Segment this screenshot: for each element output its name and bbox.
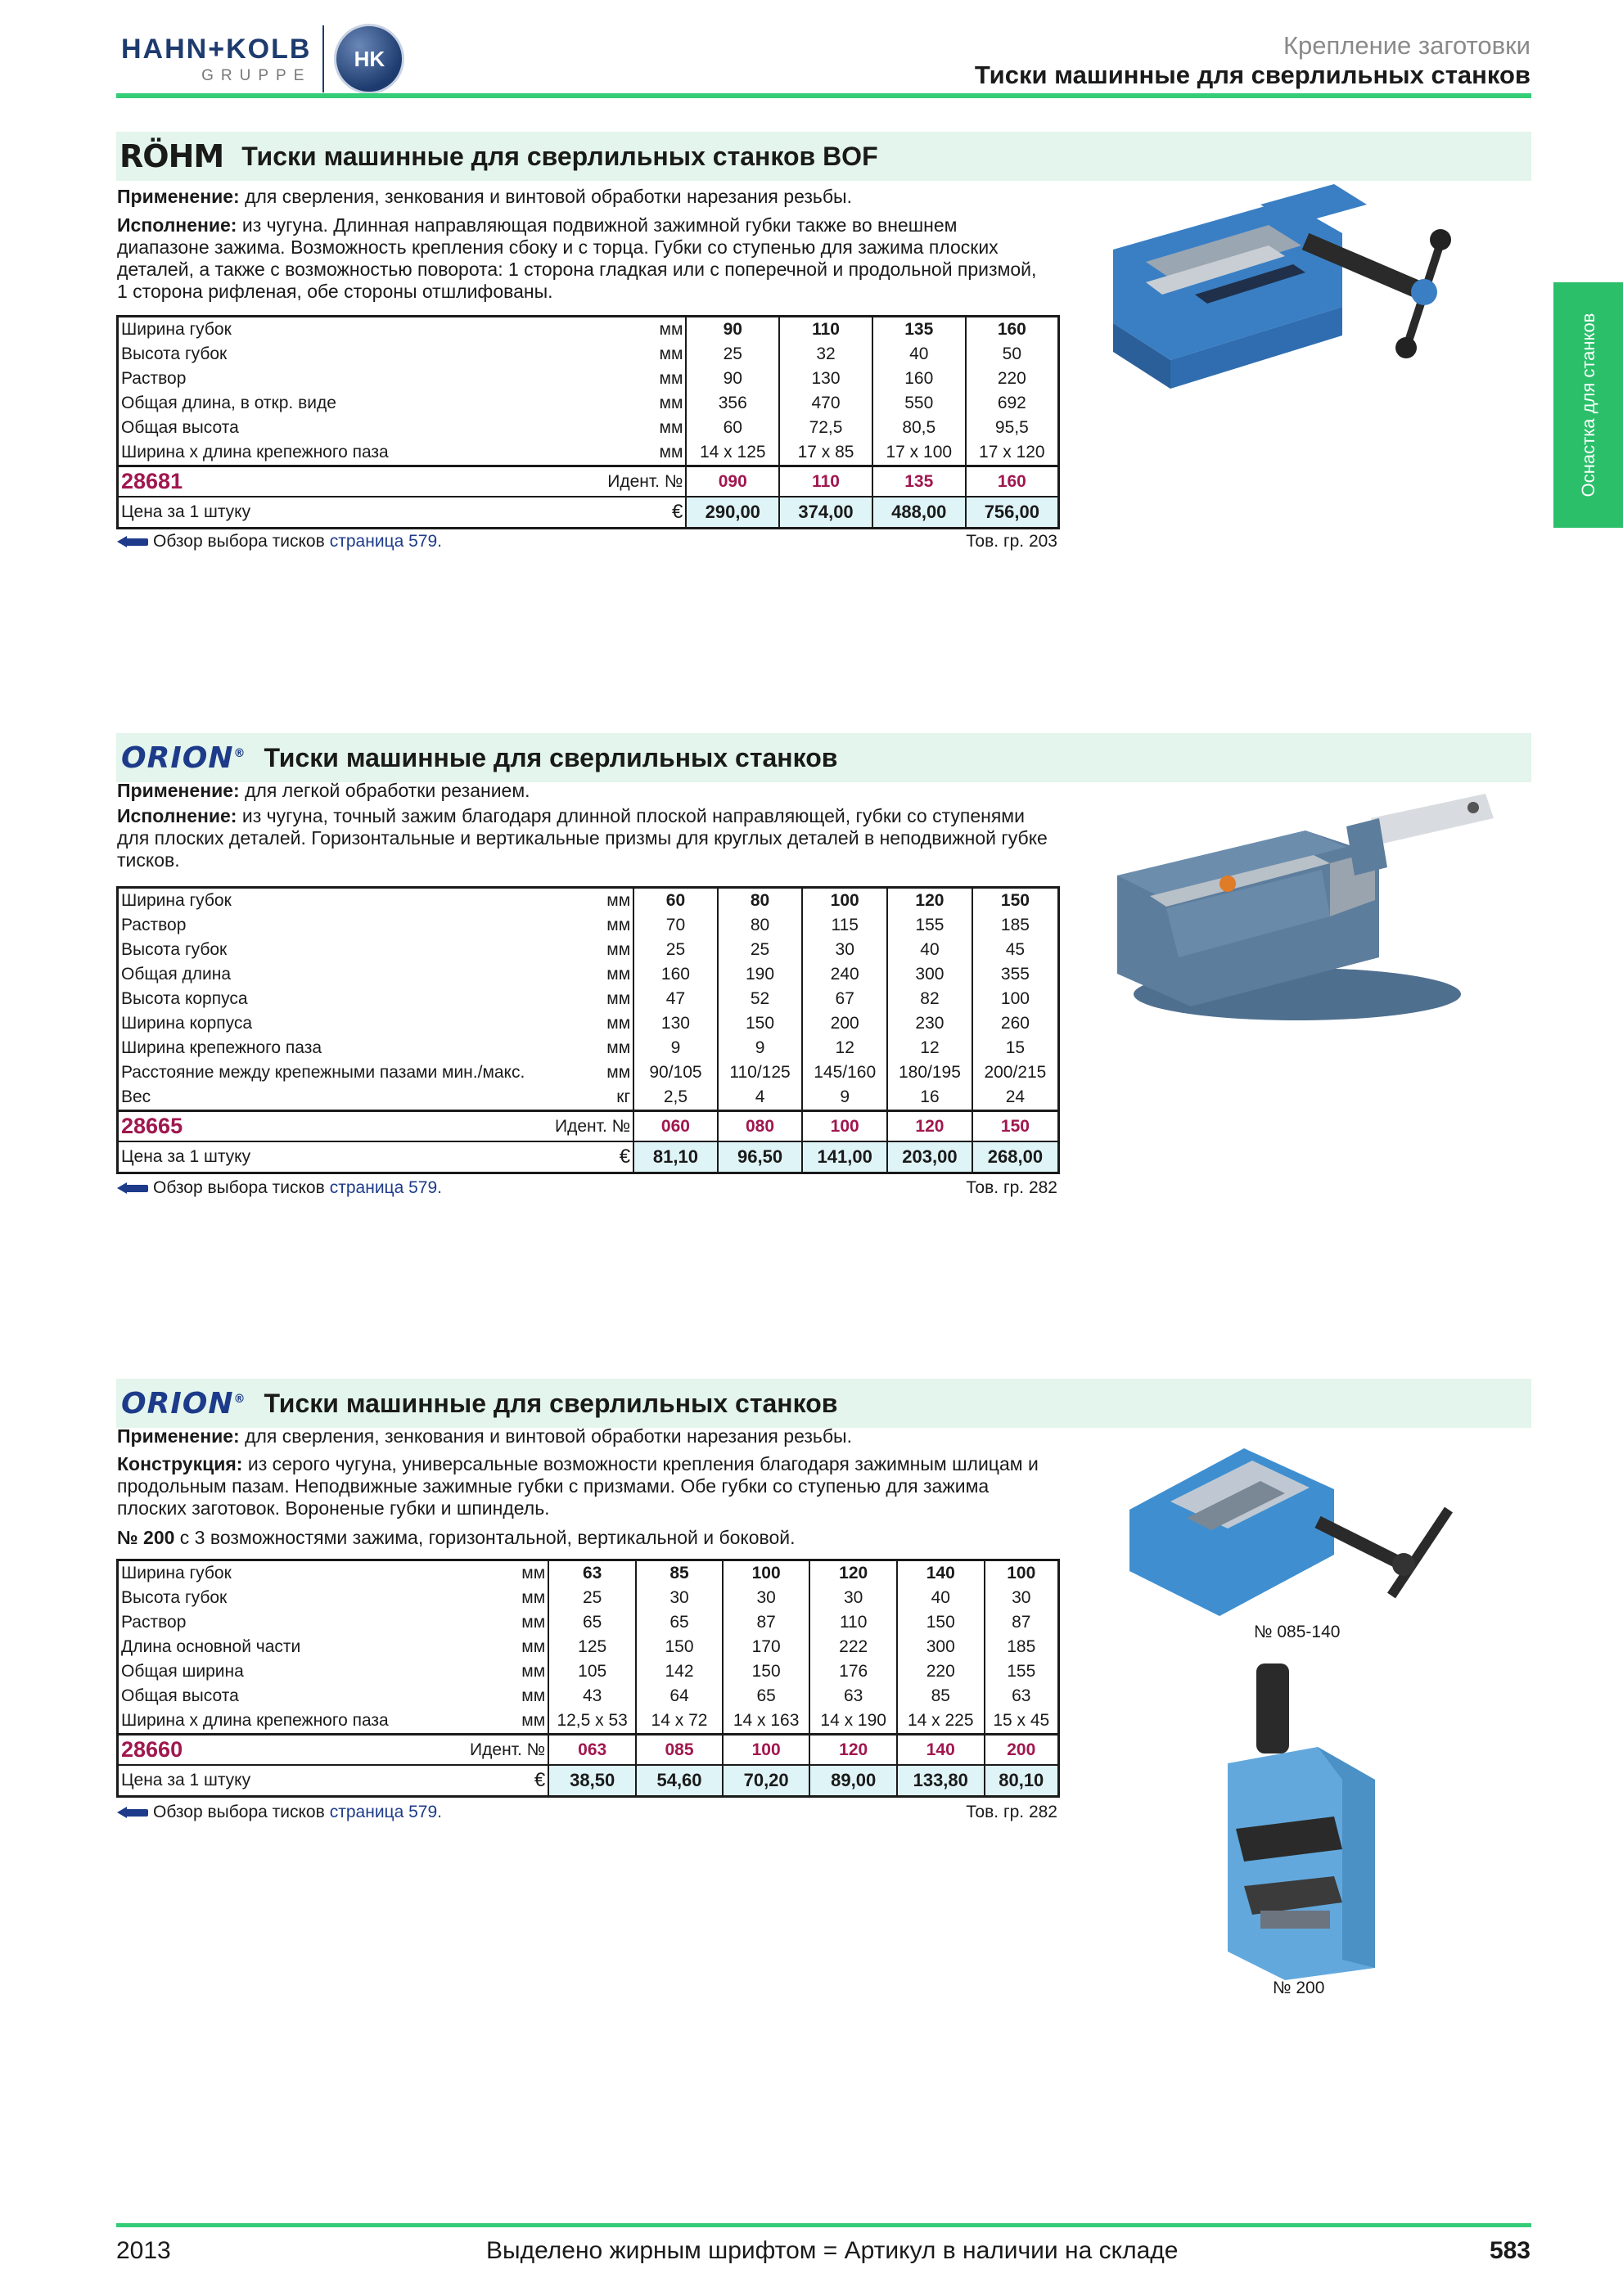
spec-value: 72,5 (779, 416, 872, 440)
spec-value: 120 (887, 888, 972, 914)
price-value: 38,50 (548, 1765, 636, 1797)
spec-value: 145/160 (802, 1060, 887, 1085)
spec-value: 200/215 (972, 1060, 1059, 1085)
spec-unit: мм (659, 418, 683, 437)
spec-unit: мм (521, 1588, 546, 1607)
price-label: Цена за 1 штуку (118, 497, 570, 529)
spec-value: 90 (686, 367, 779, 391)
spec-value: 300 (897, 1635, 985, 1659)
application-text: для сверления, зенкования и винтовой обработки нарезания резьбы. (245, 186, 852, 207)
price-value: 756,00 (966, 497, 1059, 529)
ident-number: 160 (966, 466, 1059, 497)
arrow-left-icon (117, 536, 148, 547)
section-title: Тиски машинные для сверлильных станков (264, 1388, 838, 1418)
price-value: 70,20 (723, 1765, 810, 1797)
price-value: 268,00 (972, 1141, 1059, 1173)
ident-number: 120 (809, 1735, 897, 1766)
article-number: 28660 (118, 1735, 468, 1766)
overview-text: Обзор выбора тисков (153, 1803, 325, 1821)
spec-row (118, 1586, 1059, 1610)
ident-row (118, 1111, 1059, 1142)
spec-value: 160 (872, 367, 966, 391)
side-tab[interactable] (1553, 282, 1623, 528)
ident-label: Идент. № (570, 466, 687, 497)
spec-value: 170 (723, 1635, 810, 1659)
ident-row (118, 466, 1059, 497)
spec-value: 12 (887, 1036, 972, 1060)
spec-row (118, 1635, 1059, 1659)
page-number: 583 (1489, 2237, 1531, 2264)
spec-label: Высота губок (118, 938, 553, 962)
spec-row (118, 1708, 1059, 1735)
price-value: 81,10 (633, 1141, 718, 1173)
application-text: для сверления, зенкования и винтовой обработки нарезания резьбы. (245, 1425, 852, 1447)
currency-symbol: € (467, 1765, 548, 1797)
spec-value: 25 (548, 1586, 636, 1610)
spec-table-28681 (116, 315, 1060, 529)
spec-row (118, 342, 1059, 367)
spec-value: 80 (718, 888, 803, 914)
spec-label: Раствор (118, 1610, 468, 1635)
spec-value: 87 (985, 1610, 1059, 1635)
spec-value: 30 (802, 938, 887, 962)
spec-value: 155 (985, 1659, 1059, 1684)
spec-value: 550 (872, 391, 966, 416)
spec-value: 47 (633, 987, 718, 1011)
footer-divider (116, 2223, 1531, 2227)
spec-row (118, 962, 1059, 987)
price-row (118, 1765, 1059, 1797)
spec-value: 356 (686, 391, 779, 416)
ident-label: Идент. № (552, 1111, 633, 1142)
brand-subtitle: GRUPPE (201, 66, 312, 84)
orion-logo: ORION® (121, 741, 246, 775)
spec-label: Расстояние между крепежными пазами мин./макс. (118, 1060, 553, 1085)
image-caption: № 200 (1273, 1979, 1325, 1997)
price-value: 488,00 (872, 497, 966, 529)
spec-value: 220 (966, 367, 1059, 391)
spec-value: 110 (779, 317, 872, 343)
spec-value: 240 (802, 962, 887, 987)
arrow-left-icon (117, 1182, 148, 1194)
orion-logo: ORION® (121, 1386, 246, 1420)
spec-value: 110 (809, 1610, 897, 1635)
spec-value: 120 (809, 1560, 897, 1587)
spec-label: Ширина х длина крепежного паза (118, 440, 570, 466)
spec-value: 470 (779, 391, 872, 416)
spec-table-28660 (116, 1559, 1060, 1798)
spec-row (118, 1684, 1059, 1708)
section-design (117, 1453, 1058, 1519)
spec-value: 176 (809, 1659, 897, 1684)
currency-symbol: € (570, 497, 687, 529)
spec-value: 190 (718, 962, 803, 987)
spec-value: 135 (872, 317, 966, 343)
price-value: 54,60 (636, 1765, 723, 1797)
note-text: с 3 возможностями зажима, горизонтальной, вертикальной и боковой. (179, 1527, 796, 1548)
spec-value: 150 (897, 1610, 985, 1635)
ident-number: 150 (972, 1111, 1059, 1142)
spec-value: 355 (972, 962, 1059, 987)
spec-label: Общая длина, в откр. виде (118, 391, 570, 416)
spec-unit: мм (606, 1014, 631, 1033)
spec-value: 300 (887, 962, 972, 987)
spec-unit: мм (606, 940, 631, 959)
price-row (118, 497, 1059, 529)
design-text: из чугуна, точный зажим благодаря длинной плоской направляющей, губки со ступенями для плоских деталей. Горизонтальные и вертикальные призмы для круглых деталей в неподвижной губке тисков. (117, 805, 1048, 871)
spec-value: 30 (809, 1586, 897, 1610)
spec-value: 40 (887, 938, 972, 962)
ident-number: 100 (723, 1735, 810, 1766)
spec-value: 185 (972, 913, 1059, 938)
spec-value: 9 (633, 1036, 718, 1060)
application-label: Применение: (117, 780, 240, 801)
spec-unit: мм (606, 965, 631, 984)
spec-value: 60 (686, 416, 779, 440)
overview-link[interactable]: страница 579. (329, 532, 442, 551)
spec-value: 25 (686, 342, 779, 367)
spec-label: Раствор (118, 913, 553, 938)
ident-number: 080 (718, 1111, 803, 1142)
design-label: Конструкция: (117, 1453, 243, 1474)
spec-value: 90 (686, 317, 779, 343)
spec-value: 43 (548, 1684, 636, 1708)
spec-value: 9 (802, 1085, 887, 1111)
hk-emblem-icon: HK (334, 24, 404, 94)
design-label: Исполнение: (117, 214, 237, 236)
spec-value: 142 (636, 1659, 723, 1684)
spec-value: 14 x 125 (686, 440, 779, 466)
spec-value: 230 (887, 1011, 972, 1036)
spec-value: 16 (887, 1085, 972, 1111)
arrow-left-icon (117, 1807, 148, 1818)
spec-label: Ширина губок (118, 888, 553, 914)
spec-row (118, 1011, 1059, 1036)
section-design (117, 214, 1046, 303)
spec-unit: мм (659, 369, 683, 388)
spec-row (118, 1085, 1059, 1111)
spec-value: 17 x 100 (872, 440, 966, 466)
spec-value: 82 (887, 987, 972, 1011)
spec-row (118, 938, 1059, 962)
price-label: Цена за 1 штуку (118, 1141, 553, 1173)
spec-value: 155 (887, 913, 972, 938)
section-title: Тиски машинные для сверлильных станков BOF (241, 141, 878, 171)
vice-200-image (1211, 1657, 1391, 1980)
spec-value: 25 (718, 938, 803, 962)
spec-unit: мм (521, 1613, 546, 1632)
design-text: из серого чугуна, универсальные возможности крепления благодаря зажимным шлицам и продольным пазам. Неподвижные зажимные губки с призмами. Обе губки со ступенью для зажима плоских заготовок. Вороненые губки и шпиндель. (117, 1453, 1039, 1519)
spec-unit: кг (616, 1087, 631, 1106)
spec-row (118, 367, 1059, 391)
section-application (117, 186, 1058, 208)
spec-row (118, 1560, 1059, 1587)
design-label: Исполнение: (117, 805, 237, 826)
spec-label: Ширина крепежного паза (118, 1036, 553, 1060)
spec-unit: мм (659, 344, 683, 363)
spec-value: 150 (723, 1659, 810, 1684)
spec-value: 30 (723, 1586, 810, 1610)
spec-value: 150 (972, 888, 1059, 914)
brand-separator (322, 25, 324, 92)
section-header-roehm (116, 132, 1531, 181)
spec-value: 80 (718, 913, 803, 938)
spec-value: 87 (723, 1610, 810, 1635)
spec-value: 4 (718, 1085, 803, 1111)
spec-value: 130 (633, 1011, 718, 1036)
spec-unit: мм (521, 1686, 546, 1705)
spec-value: 12 (802, 1036, 887, 1060)
spec-unit: мм (606, 1038, 631, 1057)
spec-value: 222 (809, 1635, 897, 1659)
section-design (117, 805, 1058, 871)
spec-unit: мм (467, 1560, 548, 1587)
spec-value: 15 x 45 (985, 1708, 1059, 1735)
header-divider (116, 93, 1531, 98)
section-header-orion (116, 733, 1531, 782)
spec-value: 140 (897, 1560, 985, 1587)
ident-number: 090 (686, 466, 779, 497)
application-text: для легкой обработки резанием. (245, 780, 530, 801)
ident-number: 110 (779, 466, 872, 497)
footer-year: 2013 (116, 2237, 171, 2264)
spec-unit: мм (606, 989, 631, 1008)
spec-label: Ширина губок (118, 317, 570, 343)
spec-row (118, 317, 1059, 343)
section-header-orion-2 (116, 1379, 1531, 1428)
design-text: из чугуна. Длинная направляющая подвижной зажимной губки также во внешнем диапазоне зажима. Возможность крепления сбоку и с торца. Губки со ступенью для зажима плоских деталей, а также с возможностью поворота: 1 сторона гладкая или с поперечной и продольной призмой, 1 сторона рифленая, обе стороны отшлифованы. (117, 214, 1037, 302)
vice-085-140-image (1121, 1432, 1465, 1628)
spec-value: 17 x 85 (779, 440, 872, 466)
spec-value: 80,5 (872, 416, 966, 440)
spec-row (118, 1659, 1059, 1684)
spec-value: 14 x 72 (636, 1708, 723, 1735)
spec-label: Общая ширина (118, 1659, 468, 1684)
spec-value: 160 (633, 962, 718, 987)
note-label: № 200 (117, 1527, 175, 1548)
spec-value: 150 (636, 1635, 723, 1659)
spec-label: Общая высота (118, 1684, 468, 1708)
spec-value: 95,5 (966, 416, 1059, 440)
price-row (118, 1141, 1059, 1173)
spec-value: 260 (972, 1011, 1059, 1036)
price-value: 374,00 (779, 497, 872, 529)
article-number: 28665 (118, 1111, 553, 1142)
spec-value: 200 (802, 1011, 887, 1036)
spec-value: 14 x 163 (723, 1708, 810, 1735)
vice-bof-image (1097, 184, 1506, 417)
section-application (117, 1425, 1058, 1447)
spec-value: 150 (718, 1011, 803, 1036)
price-value: 203,00 (887, 1141, 972, 1173)
spec-value: 63 (985, 1684, 1059, 1708)
spec-value: 63 (809, 1684, 897, 1708)
ident-number: 120 (887, 1111, 972, 1142)
price-value: 89,00 (809, 1765, 897, 1797)
roehm-logo: RÖHM (119, 138, 224, 174)
spec-label: Высота корпуса (118, 987, 553, 1011)
overview-text: Обзор выбора тисков (153, 532, 325, 551)
vice-orion-image (1101, 786, 1502, 1023)
spec-value: 63 (548, 1560, 636, 1587)
spec-row (118, 1060, 1059, 1085)
spec-value: 45 (972, 938, 1059, 962)
overview-text: Обзор выбора тисков (153, 1178, 325, 1197)
spec-value: 105 (548, 1659, 636, 1684)
spec-value: 85 (897, 1684, 985, 1708)
section-note (117, 1527, 1058, 1549)
ident-number: 060 (633, 1111, 718, 1142)
spec-value: 65 (723, 1684, 810, 1708)
spec-value: 115 (802, 913, 887, 938)
spec-value: 17 x 120 (966, 440, 1059, 466)
image-caption: № 085-140 (1254, 1623, 1341, 1641)
spec-unit: мм (552, 888, 633, 914)
spec-value: 110/125 (718, 1060, 803, 1085)
spec-value: 12,5 x 53 (548, 1708, 636, 1735)
product-group: Тов. гр. 203 (966, 532, 1057, 551)
price-value: 290,00 (686, 497, 779, 529)
spec-value: 50 (966, 342, 1059, 367)
spec-label: Общая высота (118, 416, 570, 440)
spec-value: 40 (872, 342, 966, 367)
spec-value: 100 (723, 1560, 810, 1587)
application-label: Применение: (117, 1425, 240, 1447)
overview-note (117, 1803, 442, 1822)
currency-symbol: € (552, 1141, 633, 1173)
spec-row (118, 987, 1059, 1011)
spec-value: 30 (985, 1586, 1059, 1610)
spec-value: 130 (779, 367, 872, 391)
spec-value: 2,5 (633, 1085, 718, 1111)
ident-number: 135 (872, 466, 966, 497)
ident-number: 100 (802, 1111, 887, 1142)
spec-value: 180/195 (887, 1060, 972, 1085)
price-label: Цена за 1 штуку (118, 1765, 468, 1797)
spec-value: 67 (802, 987, 887, 1011)
spec-label: Общая длина (118, 962, 553, 987)
spec-unit: мм (570, 317, 687, 343)
spec-value: 25 (633, 938, 718, 962)
price-value: 80,10 (985, 1765, 1059, 1797)
product-group: Тов. гр. 282 (966, 1178, 1057, 1197)
spec-value: 30 (636, 1586, 723, 1610)
spec-value: 100 (972, 987, 1059, 1011)
section-application (117, 780, 1058, 802)
spec-unit: мм (606, 916, 631, 934)
ident-number: 140 (897, 1735, 985, 1766)
spec-label: Длина основной части (118, 1635, 468, 1659)
spec-value: 24 (972, 1085, 1059, 1111)
spec-value: 220 (897, 1659, 985, 1684)
spec-label: Вес (118, 1085, 553, 1111)
overview-note (117, 1178, 442, 1198)
spec-label: Ширина х длина крепежного паза (118, 1708, 468, 1735)
application-label: Применение: (117, 186, 240, 207)
spec-row (118, 913, 1059, 938)
price-value: 96,50 (718, 1141, 803, 1173)
spec-row (118, 391, 1059, 416)
spec-unit: мм (521, 1662, 546, 1681)
spec-row (118, 888, 1059, 914)
spec-row (118, 1036, 1059, 1060)
spec-label: Ширина корпуса (118, 1011, 553, 1036)
spec-value: 14 x 225 (897, 1708, 985, 1735)
spec-unit: мм (521, 1711, 546, 1730)
overview-link[interactable]: страница 579. (329, 1803, 442, 1821)
spec-value: 70 (633, 913, 718, 938)
ident-number: 063 (548, 1735, 636, 1766)
spec-value: 100 (802, 888, 887, 914)
spec-value: 15 (972, 1036, 1059, 1060)
header-category: Крепление заготовки (1283, 31, 1531, 60)
ident-row (118, 1735, 1059, 1766)
spec-value: 14 x 190 (809, 1708, 897, 1735)
article-number: 28681 (118, 466, 570, 497)
overview-note (117, 532, 442, 551)
spec-unit: мм (659, 443, 683, 461)
footer-legend: Выделено жирным шрифтом = Артикул в наличии на складе (486, 2237, 1179, 2264)
spec-value: 85 (636, 1560, 723, 1587)
spec-table-28665 (116, 886, 1060, 1174)
spec-value: 9 (718, 1036, 803, 1060)
spec-value: 185 (985, 1635, 1059, 1659)
spec-value: 160 (966, 317, 1059, 343)
spec-unit: мм (521, 1637, 546, 1656)
brand-name: HAHN+KOLB (121, 33, 312, 65)
spec-unit: мм (606, 1063, 631, 1082)
spec-value: 65 (548, 1610, 636, 1635)
spec-value: 40 (897, 1586, 985, 1610)
spec-row (118, 440, 1059, 466)
spec-value: 60 (633, 888, 718, 914)
overview-link[interactable]: страница 579. (329, 1178, 442, 1197)
spec-row (118, 416, 1059, 440)
side-tab-label: Оснастка для станков (1577, 313, 1598, 497)
header-title: Тиски машинные для сверлильных станков (974, 61, 1531, 89)
section-title: Тиски машинные для сверлильных станков (264, 742, 838, 772)
ident-label: Идент. № (467, 1735, 548, 1766)
price-value: 133,80 (897, 1765, 985, 1797)
ident-number: 200 (985, 1735, 1059, 1766)
spec-value: 65 (636, 1610, 723, 1635)
spec-value: 64 (636, 1684, 723, 1708)
spec-value: 32 (779, 342, 872, 367)
spec-label: Раствор (118, 367, 570, 391)
spec-label: Высота губок (118, 342, 570, 367)
spec-label: Ширина губок (118, 1560, 468, 1587)
spec-label: Высота губок (118, 1586, 468, 1610)
spec-value: 100 (985, 1560, 1059, 1587)
spec-value: 125 (548, 1635, 636, 1659)
spec-unit: мм (659, 394, 683, 412)
product-group: Тов. гр. 282 (966, 1803, 1057, 1821)
spec-value: 692 (966, 391, 1059, 416)
spec-value: 90/105 (633, 1060, 718, 1085)
price-value: 141,00 (802, 1141, 887, 1173)
spec-row (118, 1610, 1059, 1635)
spec-value: 52 (718, 987, 803, 1011)
ident-number: 085 (636, 1735, 723, 1766)
brand-logo (121, 31, 404, 87)
